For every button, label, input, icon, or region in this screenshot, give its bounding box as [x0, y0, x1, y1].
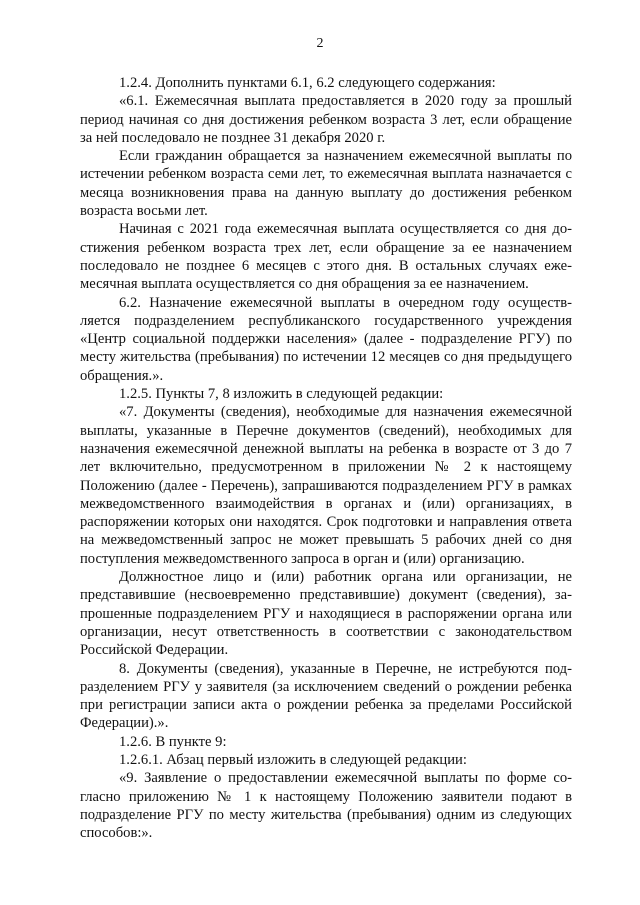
paragraph: 8. Документы (сведения), указанные в Перечне, не истребуются подразделением РГУ у заявителя (за исключением сведений о рождении ребенка при регистрации записи акта о рождении ребенка за пределами Российской Федерации).». [80, 660, 572, 732]
paragraph: 1.2.6.1. Абзац первый изложить в следующей редакции: [119, 751, 467, 768]
paragraph: 1.2.4. Дополнить пунктами 6.1, 6.2 следующего содержания: [119, 75, 496, 91]
paragraph: Начиная с 2021 года ежемесячная выплата осуществляется со дня достижения ребенком возраста трех лет, если обращение за ее назначением последовало не позднее 6 месяцев с этого дня. В остальных случаях ежемесячная выплата осуществляется со дня обращения за ее назначением. [80, 221, 572, 293]
paragraph: Если гражданин обращается за назначением ежемесячной выплаты по истечении ребенком возраста семи лет, то ежемесячная выплата назначается с месяца возникновения права на данную выплату до достижения ребенком возраста восьми лет. [80, 148, 572, 220]
paragraph: Должностное лицо и (или) работник органа или организации, не представившие (несвоевременно представившие) документ (сведения), запрошенные подразделением РГУ и находящиеся в распоряжении органа или организации, несут ответственность в соответствии с законодательством Российской Федерации. [80, 569, 572, 659]
paragraph: 1.2.5. Пункты 7, 8 изложить в следующей редакции: [119, 386, 444, 403]
paragraph: «7. Документы (сведения), необходимые для назначения ежемесячной выплаты, указанные в Перечне документов (сведений), необходимых для назначения ежемесячной денежной выплаты на ребенка в возрасте от 3 до 7 лет включительно, предусмотренном в приложении № 2 к настоящему Положению (далее - Перечень), запрашиваются подразделением РГУ в рамках межведомственного взаимодействия в органах и (или) организациях, в распоряжении которых они находятся. Срок подготовки и направления ответа на межведомственный запрос не может превышать 5 рабочих дней со дня поступления межведомственного запроса в орган и (или) организацию. [80, 404, 572, 567]
paragraph: «9. Заявление о предоставлении ежемесячной выплаты по форме согласно приложению № 1 к настоящему Положению заявители подают в подразделение РГУ по месту жительства (пребывания) одним из следующих способов:». [80, 770, 572, 842]
document-body [80, 74, 572, 842]
paragraph: «6.1. Ежемесячная выплата предоставляется в 2020 году за прошлый период начиная со дня достижения ребенком возраста 3 лет, если обращение за ней последовало не позднее 31 декабря 2020 г. [80, 93, 572, 146]
paragraph: 1.2.6. В пункте 9: [119, 733, 227, 750]
page-number: 2 [316, 36, 324, 51]
paragraph: 6.2. Назначение ежемесячной выплаты в очередном году осуществляется подразделением республиканского государственного учреждения «Центр социальной поддержки населения» (далее - подразделение РГУ) по месту жительства (пребывания) по истечении 12 месяцев со дня предыдущего обращения.». [80, 294, 572, 384]
